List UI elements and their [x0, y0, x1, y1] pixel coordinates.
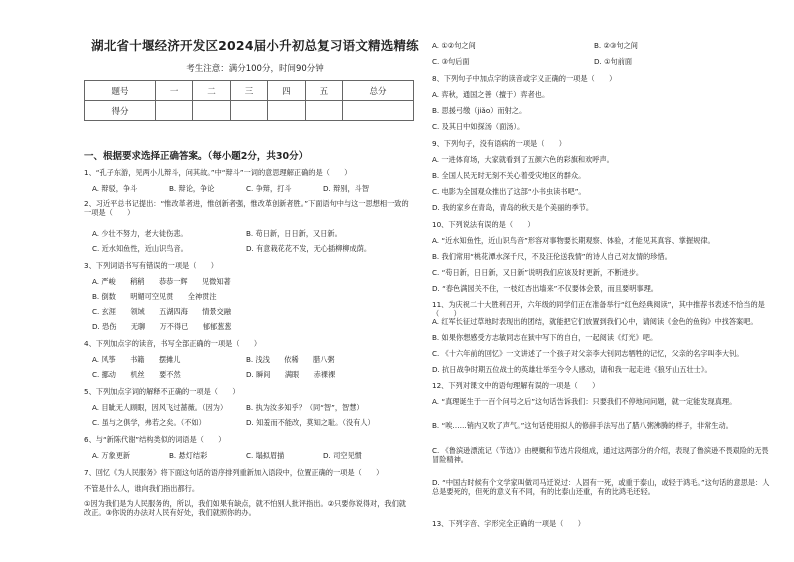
left-question-line: B. 悬灯结彩: [169, 451, 208, 460]
left-question-line: D. 辩别，斗智: [323, 184, 370, 193]
score-table-header-cell: 三: [230, 81, 267, 101]
score-cell: [155, 101, 192, 121]
left-question-line: C. 玄涯 领域 五湖四海 情景交融: [92, 307, 231, 316]
left-question-line: D. 恐伤 无聊 万不得已 郁郁葱葱: [92, 322, 232, 331]
left-question-line: B. 浅浅 依稀 腊八粥: [246, 355, 335, 364]
exam-notice: 考生注意：满分100分，时间90分钟: [186, 64, 324, 74]
right-question-line: B. 全国人民无时无刻不关心着受灾地区的群众。: [432, 171, 586, 180]
right-question-line: B. 思援弓缴（jiǎo）而射之。: [432, 106, 527, 115]
right-question-line: 10、下列说法有误的是（ ）: [432, 220, 535, 229]
left-question-line: 4、下列加点字的读音，书写全部正确的一项是（ ）: [84, 339, 262, 348]
right-question-line: D. 抗日战争时期五位战士的英雄壮举至今令人感动，请和我一起走进《狼牙山五壮士》。: [432, 365, 712, 374]
left-question-line: D. 瞬间 满眼 赤裸裸: [246, 370, 336, 379]
left-question-line: 5、下列加点字词的解释不正确的一项是（ ）: [84, 387, 240, 396]
left-question-line: C. 近水知鱼性，近山识鸟音。: [92, 244, 188, 253]
left-question-line: B. 辩论，争论: [169, 184, 215, 193]
left-question-line: A. 风筝 书籍 摆摊儿: [92, 355, 181, 364]
right-question-line: 11、为庆祝二十大胜利召开，六年级的同学们正在准备举行“红色经典阅读”，其中推荐书表述不恰当的是（ ）: [432, 300, 765, 318]
left-question-line: 3、下列词语书写有错误的一项是（ ）: [84, 261, 218, 270]
score-row-label: 得分: [85, 101, 156, 121]
left-question-line: 1、“孔子东游，见两小儿辩斗，问其故。”中“辩斗”一词的意思理解正确的是（ ）: [84, 168, 352, 177]
score-cell: [193, 101, 230, 121]
left-question-line: B. 执为汝多知乎？（同“智”，智慧）: [246, 403, 364, 412]
score-table: [84, 80, 414, 121]
left-question-line: C. 塌拟眉描: [246, 451, 285, 460]
right-question-line: B. 我们常用“桃花潭水深千尺，不及汪伦送我情”的诗人自己对友情的珍惜。: [432, 252, 672, 261]
right-question-line: A. ①②句之间: [432, 41, 476, 50]
score-cell: [268, 101, 305, 121]
left-question-line: B. 倒数 明媚可空见贯 全神贯注: [92, 292, 217, 301]
right-question-line: A. 红军长征过草地时表现出的团结，就能把它们放置到我们心中，请阅读《金色的鱼钩》中找答案吧。: [432, 317, 758, 326]
left-question-line: C. 虽与之俱学，弗若之矣。（不如）: [92, 418, 206, 427]
right-question-line: D. “中国古时候有个文学家叫做司马迁说过：人固有一死，或重于泰山，或轻于鸿毛。”这句话的意思是：人总是要死的，但死的意义有不同，有的比泰山还重，有的比鸿毛还轻。: [432, 478, 770, 496]
score-table-header-cell: 五: [305, 81, 342, 101]
left-question-line: D. 有意栽花花不发，无心插柳柳成荫。: [246, 244, 372, 253]
right-question-line: C. ③句后面: [432, 57, 470, 66]
right-question-line: C. 《十六年前的回忆》一文讲述了一个孩子对父亲李大钊同志牺牲的记忆，父亲的名字叫李大钊。: [432, 349, 744, 358]
left-question-line: 6、与“新陈代谢”结构类似的词语是（ ）: [84, 435, 226, 444]
right-question-line: B. 如果你想感受方志敏同志在狱中写下的自白，一起阅读《灯光》吧。: [432, 333, 658, 342]
right-question-line: C. 《鲁滨逊漂流记（节选）》由梗概和节选片段组成，通过这两部分的介绍，表现了鲁滨逊不畏艰险的无畏冒险精神。: [432, 446, 769, 464]
left-question-line: C. 争辩，打斗: [246, 184, 292, 193]
score-table-header-cell: 总分: [343, 81, 414, 101]
left-question-line: 2、习近平总书记提出：“惟改革者进，惟创新者强，惟改革创新者胜。”下面语句中与这一思想相一致的一项是（ ）: [84, 199, 409, 217]
left-question-line: D. 知羞而不能改，莫知之耻。（没有人）: [246, 418, 375, 427]
right-question-line: 13、下列字音、字形完全正确的一项是（ ）: [432, 519, 585, 528]
score-table-header-cell: 题号: [85, 81, 156, 101]
right-question-line: C. “苟日新，日日新，又日新”说明我们应该及时更新，不断进步。: [432, 268, 644, 277]
left-question-line: 7、回忆《为人民服务》将下面这句话的语序排列重新加入语段中，位置正确的一项是（ ）: [84, 468, 384, 477]
right-question-line: A. “近水知鱼性，近山识鸟音”形容对事物要长期观察、体验，才能见其真容、掌握规律。: [432, 236, 715, 245]
right-question-line: 12、下列对课文中的语句理解有误的一项是（ ）: [432, 381, 600, 390]
right-question-line: 8、下列句子中加点字的读音或字义正确的一项是（ ）: [432, 74, 617, 83]
right-question-line: A. 弈秋，通国之善（擅于）弈者也。: [432, 90, 550, 99]
right-question-line: D. 我的家乡在青岛，青岛的秋天是个美丽的季节。: [432, 203, 594, 212]
right-question-line: 9、下列句子，没有语病的一项是（ ）: [432, 139, 566, 148]
left-question-line: D. 司空见惯: [323, 451, 362, 460]
left-question-line: 不管是什么人，谁向我们指出都行。: [84, 484, 200, 493]
right-question-line: C. 电影为全国观众推出了这部“小书虫读书吧”。: [432, 187, 586, 196]
page-title: 湖北省十堰经济开发区2024届小升初总复习语文精选精练: [91, 38, 419, 53]
score-table-header-cell: 二: [193, 81, 230, 101]
left-question-line: ①因为我们是为人民服务的，所以，我们如果有缺点，就不怕别人批评指出。②只要你说得对，我们就改正。③你说的办法对人民有好处，我们就照你的办。: [84, 499, 406, 517]
left-question-line: A. 严峻 稍稍 恭恭一辉 见微知著: [92, 277, 231, 286]
left-question-line: A. 少壮不努力，老大徒伤悲。: [92, 229, 188, 238]
right-question-line: A. 一进体育场，大家就看到了五颜六色的彩旗和欢呼声。: [432, 155, 614, 164]
right-question-line: D. ①句前面: [594, 57, 633, 66]
left-question-line: A. 万象更新: [92, 451, 131, 460]
right-question-line: A. “真理诞生于一百个问号之后”这句话告诉我们：只要我们不停地问问题，就一定能发现真理。: [432, 397, 737, 406]
left-question-line: A. 辩驳，争斗: [92, 184, 138, 193]
right-question-line: D. “春色满园关不住，一枝红杏出墙来”不仅要体会景，而且要明事理。: [432, 284, 658, 293]
section-title: 一、根据要求选择正确答案。（每小题2分，共30分）: [84, 151, 309, 162]
left-question-line: C. 挪动 机丝 要不然: [92, 370, 181, 379]
right-question-line: C. 及其日中如探汤（面汤）。: [432, 122, 525, 131]
score-cell: [343, 101, 414, 121]
score-table-score-row: [85, 101, 414, 121]
score-table-header-row: [85, 81, 414, 101]
score-cell: [305, 101, 342, 121]
score-cell: [230, 101, 267, 121]
left-question-line: A. 目眦无人顾眼，因风飞过蔷薇。（因为）: [92, 403, 228, 412]
score-table-header-cell: 一: [155, 81, 192, 101]
left-question-line: B. 苟日新，日日新，又日新。: [246, 229, 342, 238]
right-question-line: B. ②③句之间: [594, 41, 638, 50]
score-table-header-cell: 四: [268, 81, 305, 101]
right-question-line: B. “唉……销内又吹了声气。”这句话使用拟人的修辞手法写出了腊八粥沸腾的样子，非常生动。: [432, 421, 733, 430]
